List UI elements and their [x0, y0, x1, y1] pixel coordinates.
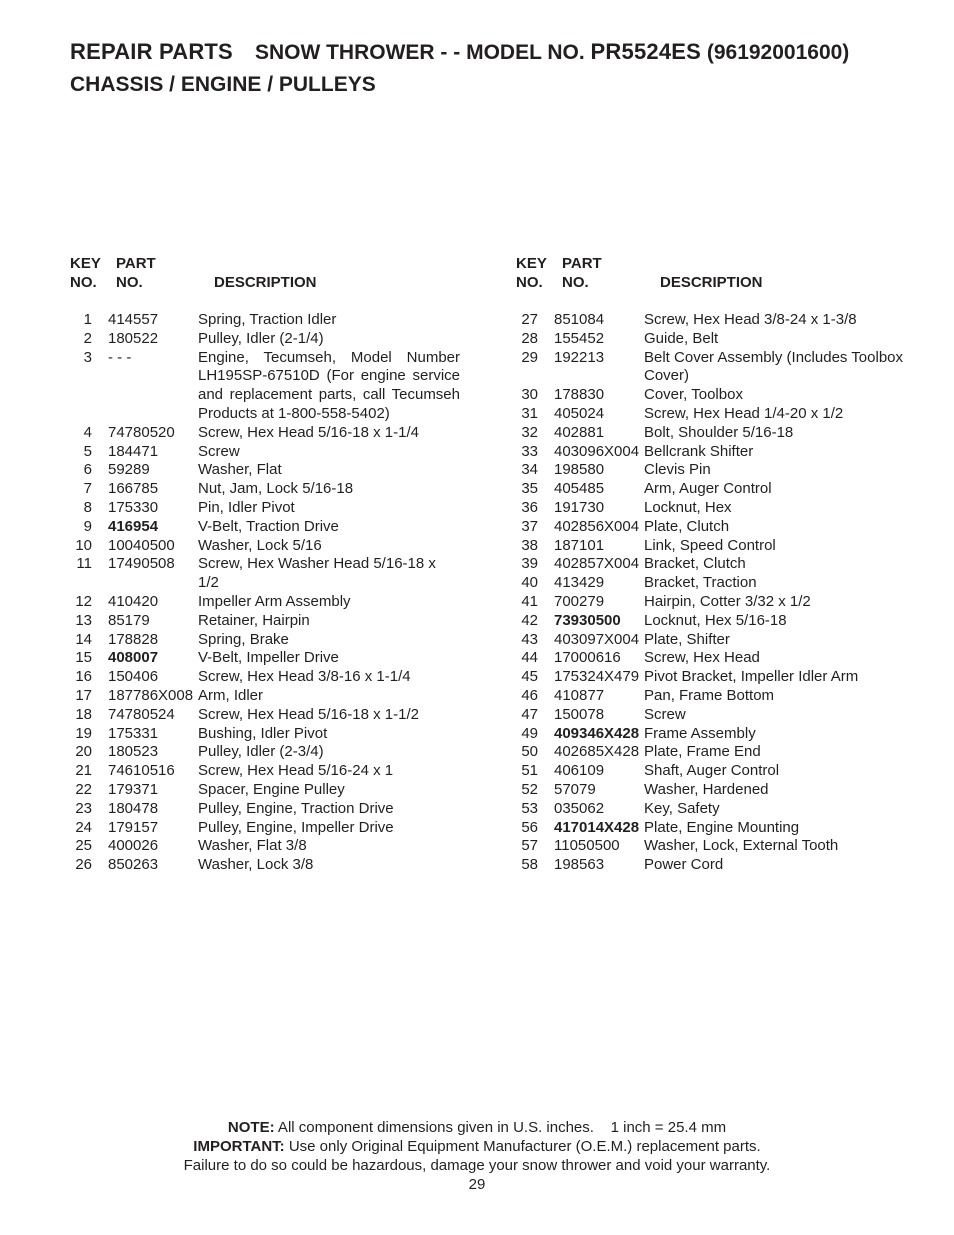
part-number: 178830	[554, 386, 605, 404]
part-description: Screw, Hex Head 1/4-20 x 1/2	[644, 404, 844, 422]
table-row	[516, 668, 936, 687]
key-number: 25	[75, 837, 92, 855]
part-description: Pin, Idler Pivot	[198, 498, 295, 516]
part-number: 175331	[108, 724, 159, 742]
key-number: 45	[521, 668, 538, 686]
table-header	[70, 254, 490, 292]
part-number: 17490508	[108, 555, 175, 573]
part-number: - - -	[108, 348, 132, 366]
part-number: 57079	[554, 780, 596, 798]
key-number: 1	[83, 311, 92, 328]
key-number: 29	[521, 348, 538, 366]
part-number: 187786X008	[108, 686, 194, 704]
part-description: Retainer, Hairpin	[198, 611, 310, 629]
part-number: 184471	[108, 442, 159, 460]
table-row	[516, 349, 936, 387]
key-number: 30	[521, 386, 538, 404]
part-number: 850263	[108, 856, 159, 874]
part-description: V-Belt, Traction Drive	[198, 517, 339, 535]
parts-table-left	[70, 254, 490, 875]
part-number: 175330	[108, 498, 159, 516]
section-title: CHASSIS / ENGINE / PULLEYS	[70, 73, 376, 96]
part-number: 403096X004	[554, 442, 640, 460]
table-row	[70, 743, 490, 762]
key-number: 23	[75, 799, 92, 817]
table-row	[516, 518, 936, 537]
key-number: 41	[521, 592, 538, 610]
part-number: 10040500	[108, 536, 175, 554]
part-header-1: PART	[116, 255, 156, 272]
part-number: 150078	[554, 705, 605, 723]
table-row	[516, 443, 936, 462]
part-number: 155452	[554, 329, 605, 347]
part-description: Spring, Brake	[198, 630, 289, 648]
part-number: 17000616	[554, 649, 621, 667]
key-number: 34	[521, 461, 538, 479]
key-number: 21	[75, 762, 92, 780]
part-number: 410420	[108, 592, 159, 610]
key-number: 16	[75, 668, 92, 686]
part-description: Frame Assembly	[644, 724, 756, 742]
part-description: Locknut, Hex	[644, 498, 732, 516]
part-description: Bracket, Clutch	[644, 555, 746, 573]
part-number: 150406	[108, 668, 159, 686]
part-number: 191730	[554, 498, 605, 516]
part-number: 59289	[108, 461, 150, 479]
part-description: Shaft, Auger Control	[644, 762, 780, 780]
part-number: 74780520	[108, 423, 175, 441]
part-number: 74780524	[108, 705, 175, 723]
table-row	[516, 461, 936, 480]
part-description: Pivot Bracket, Impeller Idler Arm	[644, 668, 859, 686]
key-number: 7	[83, 480, 92, 498]
table-row	[516, 762, 936, 781]
key-number: 42	[521, 611, 538, 629]
part-number: 178828	[108, 630, 159, 648]
table-row	[516, 499, 936, 518]
part-description: Bracket, Traction	[644, 574, 757, 592]
table-row	[516, 631, 936, 650]
key-number: 6	[83, 461, 92, 479]
part-description: Plate, Frame End	[644, 743, 761, 761]
part-number: 180478	[108, 799, 159, 817]
key-header-2: NO.	[516, 274, 543, 291]
key-number: 49	[521, 724, 538, 742]
model-number: PR5524ES	[590, 39, 701, 64]
part-header-2: NO.	[116, 274, 143, 291]
table-row	[70, 443, 490, 462]
table-header	[516, 254, 936, 292]
key-number: 17	[75, 686, 92, 704]
key-number: 56	[521, 818, 538, 836]
key-number: 24	[75, 818, 92, 836]
key-number: 13	[75, 611, 92, 629]
part-number: 414557	[108, 311, 159, 328]
part-number: 406109	[554, 762, 605, 780]
part-description: Link, Speed Control	[644, 536, 776, 554]
part-number: 417014X428	[554, 818, 640, 836]
key-number: 11	[76, 555, 92, 573]
part-description: Plate, Shifter	[644, 630, 730, 648]
part-number: 402881	[554, 423, 605, 441]
table-row	[70, 781, 490, 800]
table-row	[516, 819, 936, 838]
table-row	[516, 781, 936, 800]
part-number: 413429	[554, 574, 605, 592]
table-row	[516, 687, 936, 706]
key-number: 32	[521, 423, 538, 441]
key-number: 35	[521, 480, 538, 498]
part-description: Bellcrank Shifter	[644, 442, 754, 460]
key-number: 31	[521, 404, 538, 422]
table-row	[70, 330, 490, 349]
part-description: Cover, Toolbox	[644, 386, 743, 404]
page-number: 29	[468, 1176, 486, 1193]
part-number: 179371	[108, 780, 159, 798]
part-number: 416954	[108, 517, 159, 535]
repair-parts-label: REPAIR PARTS	[70, 39, 233, 64]
part-description: Impeller Arm Assembly	[198, 592, 351, 610]
table-row	[516, 706, 936, 725]
table-row	[70, 819, 490, 838]
table-row	[70, 593, 490, 612]
table-row	[516, 405, 936, 424]
key-number: 5	[83, 442, 92, 460]
part-number: 192213	[554, 348, 605, 366]
key-number: 40	[521, 574, 538, 592]
part-number: 175324X479	[554, 668, 640, 686]
page-title	[70, 36, 849, 101]
part-number: 851084	[554, 311, 605, 328]
part-description: Key, Safety	[644, 799, 720, 817]
part-number: 400026	[108, 837, 159, 855]
table-row	[70, 800, 490, 819]
key-header-1: KEY	[70, 255, 101, 272]
part-description: Screw, Hex Head	[644, 649, 760, 667]
table-row	[516, 856, 936, 875]
key-number: 9	[83, 517, 92, 535]
part-number: 73930500	[554, 611, 621, 629]
part-description: Pan, Frame Bottom	[644, 686, 775, 704]
key-number: 10	[75, 536, 92, 554]
part-description: Arm, Auger Control	[644, 480, 772, 498]
table-row	[516, 649, 936, 668]
part-description: Pulley, Idler (2-3/4)	[198, 743, 324, 761]
part-description: Spring, Traction Idler	[198, 311, 337, 328]
parts-table-right	[516, 254, 936, 875]
table-row	[70, 687, 490, 706]
key-number: 3	[83, 348, 92, 366]
part-description: Hairpin, Cotter 3/32 x 1/2	[644, 592, 811, 610]
key-number: 43	[521, 630, 538, 648]
table-row	[516, 330, 936, 349]
important-text: Use only Original Equipment Manufacturer (O.E.M.) replacement parts.	[284, 1138, 761, 1155]
table-row	[516, 424, 936, 443]
part-number: 180523	[108, 743, 159, 761]
part-number: 198563	[554, 856, 605, 874]
key-number: 22	[75, 780, 92, 798]
table-row	[516, 480, 936, 499]
part-description: Screw, Hex Head 5/16-24 x 1	[198, 762, 394, 780]
table-row	[70, 480, 490, 499]
important-label: IMPORTANT:	[193, 1138, 285, 1155]
table-row	[516, 537, 936, 556]
part-number: 409346X428	[554, 724, 640, 742]
part-number: 402685X428	[554, 743, 640, 761]
description-header: DESCRIPTION	[214, 274, 317, 291]
table-row	[70, 537, 490, 556]
part-description: Locknut, Hex 5/16-18	[644, 611, 787, 629]
table-row	[70, 725, 490, 744]
key-number: 52	[521, 780, 538, 798]
key-number: 38	[521, 536, 538, 554]
key-number: 19	[75, 724, 92, 742]
key-number: 14	[75, 630, 92, 648]
key-header-1: KEY	[516, 255, 547, 272]
key-number: 53	[521, 799, 538, 817]
key-number: 44	[521, 649, 538, 667]
part-number: 405024	[554, 404, 605, 422]
part-number: 403097X004	[554, 630, 640, 648]
part-number: 410877	[554, 686, 605, 704]
part-description: Washer, Lock 3/8	[198, 856, 314, 874]
table-row	[70, 311, 490, 330]
key-number: 37	[521, 517, 538, 535]
part-header-1: PART	[562, 255, 602, 272]
key-number: 46	[521, 686, 538, 704]
key-number: 27	[521, 311, 538, 328]
part-number: 166785	[108, 480, 159, 498]
key-number: 39	[521, 555, 538, 573]
part-number: 402856X004	[554, 517, 640, 535]
important-line	[0, 1137, 954, 1156]
note-text: All component dimensions given in U.S. inches. 1 inch = 25.4 mm	[274, 1119, 727, 1136]
part-description: Screw	[198, 442, 240, 460]
key-number: 15	[75, 649, 92, 667]
part-number: 198580	[554, 461, 605, 479]
table-body	[516, 311, 936, 875]
part-description: Nut, Jam, Lock 5/16-18	[198, 480, 354, 498]
part-description: Washer, Hardened	[644, 780, 769, 798]
key-number: 4	[83, 423, 92, 441]
table-row	[516, 725, 936, 744]
table-row	[70, 706, 490, 725]
part-description: Screw	[644, 705, 686, 723]
table-row	[516, 555, 936, 574]
part-description: Power Cord	[644, 856, 724, 874]
table-row	[70, 555, 490, 593]
title-line-1	[70, 36, 849, 69]
key-number: 50	[521, 743, 538, 761]
table-row	[70, 837, 490, 856]
table-row	[70, 762, 490, 781]
table-row	[516, 800, 936, 819]
part-description: Washer, Flat 3/8	[198, 837, 307, 855]
table-row	[516, 837, 936, 856]
part-description: Pulley, Idler (2-1/4)	[198, 329, 324, 347]
table-row	[70, 349, 490, 424]
warning-line: Failure to do so could be hazardous, damage your snow thrower and void your warranty.	[183, 1157, 771, 1174]
key-number: 20	[75, 743, 92, 761]
table-row	[516, 743, 936, 762]
part-number: 179157	[108, 818, 159, 836]
part-number: 187101	[554, 536, 605, 554]
part-description: Belt Cover Assembly (Includes Toolbox Cover)	[644, 348, 904, 385]
table-row	[516, 386, 936, 405]
description-header: DESCRIPTION	[660, 274, 763, 291]
key-header-2: NO.	[70, 274, 97, 291]
part-description: Plate, Engine Mounting	[644, 818, 800, 836]
table-body	[70, 311, 490, 875]
part-description: Guide, Belt	[644, 329, 719, 347]
key-number: 36	[521, 498, 538, 516]
part-description: Screw, Hex Head 3/8-24 x 1-3/8	[644, 311, 857, 328]
table-row	[70, 631, 490, 650]
part-description: V-Belt, Impeller Drive	[198, 649, 339, 667]
part-description: Screw, Hex Washer Head 5/16-18 x 1/2	[198, 555, 436, 592]
table-row	[70, 856, 490, 875]
part-description: Bushing, Idler Pivot	[198, 724, 328, 742]
catalog-number: (96192001600)	[706, 41, 850, 64]
part-number: 85179	[108, 611, 150, 629]
table-row	[70, 424, 490, 443]
part-number: 700279	[554, 592, 605, 610]
part-description: Bolt, Shoulder 5/16-18	[644, 423, 794, 441]
part-description: Washer, Flat	[198, 461, 282, 479]
part-header-2: NO.	[562, 274, 589, 291]
part-description: Washer, Lock, External Tooth	[644, 837, 839, 855]
key-number: 26	[75, 856, 92, 874]
key-number: 12	[75, 592, 92, 610]
key-number: 47	[521, 705, 538, 723]
part-number: 74610516	[108, 762, 175, 780]
table-row	[516, 311, 936, 330]
key-number: 18	[75, 705, 92, 723]
part-number: 11050500	[554, 837, 620, 855]
part-description: Screw, Hex Head 5/16-18 x 1-1/4	[198, 423, 419, 441]
key-number: 28	[521, 329, 538, 347]
part-description: Arm, Idler	[198, 686, 264, 704]
footer	[0, 1118, 954, 1194]
table-row	[70, 612, 490, 631]
part-description: Spacer, Engine Pulley	[198, 780, 345, 798]
part-description: Pulley, Engine, Traction Drive	[198, 799, 394, 817]
table-row	[70, 668, 490, 687]
part-description: Screw, Hex Head 5/16-18 x 1-1/2	[198, 705, 419, 723]
key-number: 57	[521, 837, 538, 855]
table-row	[516, 593, 936, 612]
table-row	[70, 461, 490, 480]
table-row	[70, 499, 490, 518]
key-number: 51	[521, 762, 538, 780]
table-row	[70, 649, 490, 668]
part-number: 402857X004	[554, 555, 640, 573]
table-row	[516, 612, 936, 631]
part-description: Pulley, Engine, Impeller Drive	[198, 818, 394, 836]
product-label: SNOW THROWER - - MODEL NO.	[254, 41, 585, 64]
key-number: 8	[83, 498, 92, 516]
table-row	[70, 518, 490, 537]
part-number: 180522	[108, 329, 159, 347]
key-number: 33	[521, 442, 538, 460]
part-description: Engine, Tecumseh, Model Number LH195SP-67510D (For engine service and replacement parts, call Tecumseh Products at 1-800-558-5402)	[198, 348, 460, 422]
part-description: Plate, Clutch	[644, 517, 730, 535]
part-description: Washer, Lock 5/16	[198, 536, 322, 554]
part-number: 035062	[554, 799, 605, 817]
part-description: Screw, Hex Head 3/8-16 x 1-1/4	[198, 668, 411, 686]
key-number: 2	[83, 329, 92, 347]
part-description: Clevis Pin	[644, 461, 711, 479]
key-number: 58	[521, 856, 538, 874]
part-number: 408007	[108, 649, 159, 667]
table-row	[516, 574, 936, 593]
note-label: NOTE:	[227, 1119, 275, 1136]
part-number: 405485	[554, 480, 605, 498]
note-line	[0, 1118, 954, 1137]
